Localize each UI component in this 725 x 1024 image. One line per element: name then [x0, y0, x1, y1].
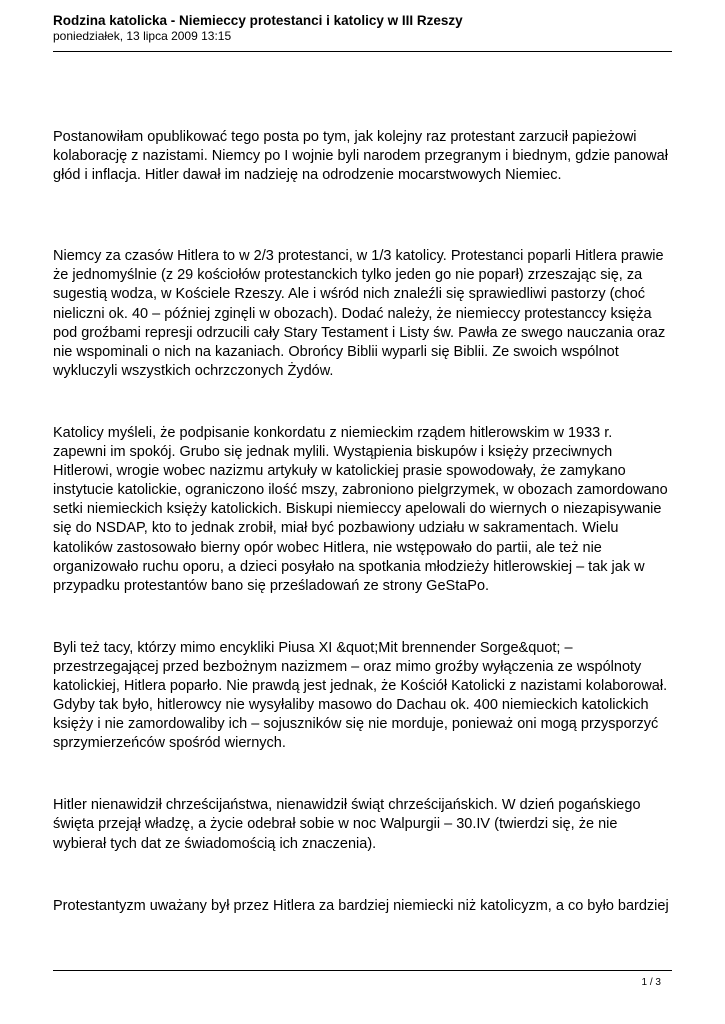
text-line: Protestantyzm uważany był przez Hitlera za bardziej niemiecki niż katolicyzm, a co było bardziej: [53, 897, 669, 914]
text-line: głód i inflacja. Hitler dawał im nadzieję na odrodzenie mocarstwowych Niemiec.: [53, 167, 562, 184]
text-line: setki niemieckich księży katolickich. Biskupi niemieccy apelowali do wiernych o niezapisywanie: [53, 501, 662, 518]
text-line: przestrzegającej przed bezbożnym nazizmem – oraz mimo groźby wyłączenia ze wspólnoty: [53, 658, 642, 675]
header-divider: [53, 51, 672, 52]
text-line: wybierał tych dat ze świadomością ich znaczenia).: [53, 835, 377, 852]
text-line: sprzymierzeńców spośród wiernych.: [53, 735, 286, 752]
article-body: [53, 128, 679, 916]
paragraph-2: [53, 247, 679, 381]
text-line: organizowało ruchu oporu, a dzieci posyłało na spotkania młodzieży hitlerowskiej – tak jak w: [53, 558, 645, 575]
text-line: Byli też tacy, którzy mimo encykliki Piusa XI &quot;Mit brennender Sorge&quot; –: [53, 639, 573, 656]
text-line: pod groźbami represji odrzucili cały Stary Testament i Listy św. Pawła ze swego nauczania oraz: [53, 324, 666, 341]
article-date: poniedziałek, 13 lipca 2009 13:15: [53, 29, 232, 43]
text-line: Gdyby tak było, hitlerowcy nie wysyłaliby masowo do Dachau ok. 400 niemieckich katolickich: [53, 697, 649, 714]
text-line: wykluczyli wszystkich ochrzczonych Żydów.: [53, 362, 334, 379]
text-line: przypadku protestantów bano się prześladowań ze strony GeStaPo.: [53, 577, 490, 594]
text-line: nieliczni ok. 40 – później zginęli w obozach). Dodać należy, że niemieccy protestanccy księża: [53, 305, 652, 322]
article-title: Rodzina katolicka - Niemieccy protestanci i katolicy w III Rzeszy: [53, 13, 463, 28]
text-line: że jednomyślnie (z 29 kościołów protestanckich tylko jeden go nie poparł) zrzeszając się, za: [53, 267, 643, 284]
paragraph-4: [53, 639, 679, 754]
text-line: instytucie katolickie, ograniczono ilość mszy, zabroniono pielgrzymek, w obozach zamordowano: [53, 482, 668, 499]
text-line: Katolicy myśleli, że podpisanie konkordatu z niemieckim rządem hitlerowskim w 1933 r.: [53, 424, 613, 441]
text-line: katolików zastosowało bierny opór wobec Hitlera, nie wstępowało do partii, ale też nie: [53, 539, 602, 556]
footer-divider: [53, 970, 672, 971]
text-line: katolickiej, Hitlera poparło. Nie prawdą jest jednak, że Kościół Katolicki z nazistami kolaborował.: [53, 677, 668, 694]
text-line: się do NSDAP, kto to jednak zrobił, miał być pozbawiony udziału w sakramentach. Wielu: [53, 520, 619, 537]
text-line: kolaborację z nazistami. Niemcy po I wojnie byli narodem przegranym i biednym, gdzie panował: [53, 148, 668, 165]
text-line: Niemcy za czasów Hitlera to w 2/3 protestanci, w 1/3 katolicy. Protestanci poparli Hitlera prawie: [53, 248, 664, 265]
document-header: [53, 12, 673, 44]
paragraph-1: [53, 128, 679, 185]
paragraph-5: [53, 796, 679, 853]
text-line: sugestią wodza, w Kościele Rzeszy. Ale i wśród nich znaleźli się sprawiedliwi pastorzy (choć: [53, 286, 646, 303]
text-line: Postanowiłam opublikować tego posta po tym, jak kolejny raz protestant zarzucił papieżowi: [53, 129, 637, 145]
page-number: 1 / 3: [641, 977, 661, 988]
text-line: zapewni im spokój. Grubo się jednak mylili. Wystąpienia biskupów i księży przeciwnych: [53, 444, 613, 461]
text-line: Hitlerowi, wrogie wobec nazizmu artykuły w katolickiej prasie spowodowały, że zamykano: [53, 463, 626, 480]
text-line: Hitler nienawidził chrześcijaństwa, nienawidził świąt chrześcijańskich. W dzień pogańskiego: [53, 797, 641, 814]
text-line: święta przejął władzę, a życie odebrał sobie w noc Walpurgii – 30.IV (twierdzi się, że nie: [53, 816, 618, 833]
text-line: księży i nie zamordowaliby ich – sojuszników się nie morduje, ponieważ oni mogą przysporzyć: [53, 716, 659, 733]
paragraph-3: [53, 424, 679, 596]
text-line: nie wspominali o nich na kazaniach. Obrońcy Biblii wyparli się Biblii. Ze swoich wspólnot: [53, 343, 619, 360]
paragraph-6: [53, 897, 679, 916]
